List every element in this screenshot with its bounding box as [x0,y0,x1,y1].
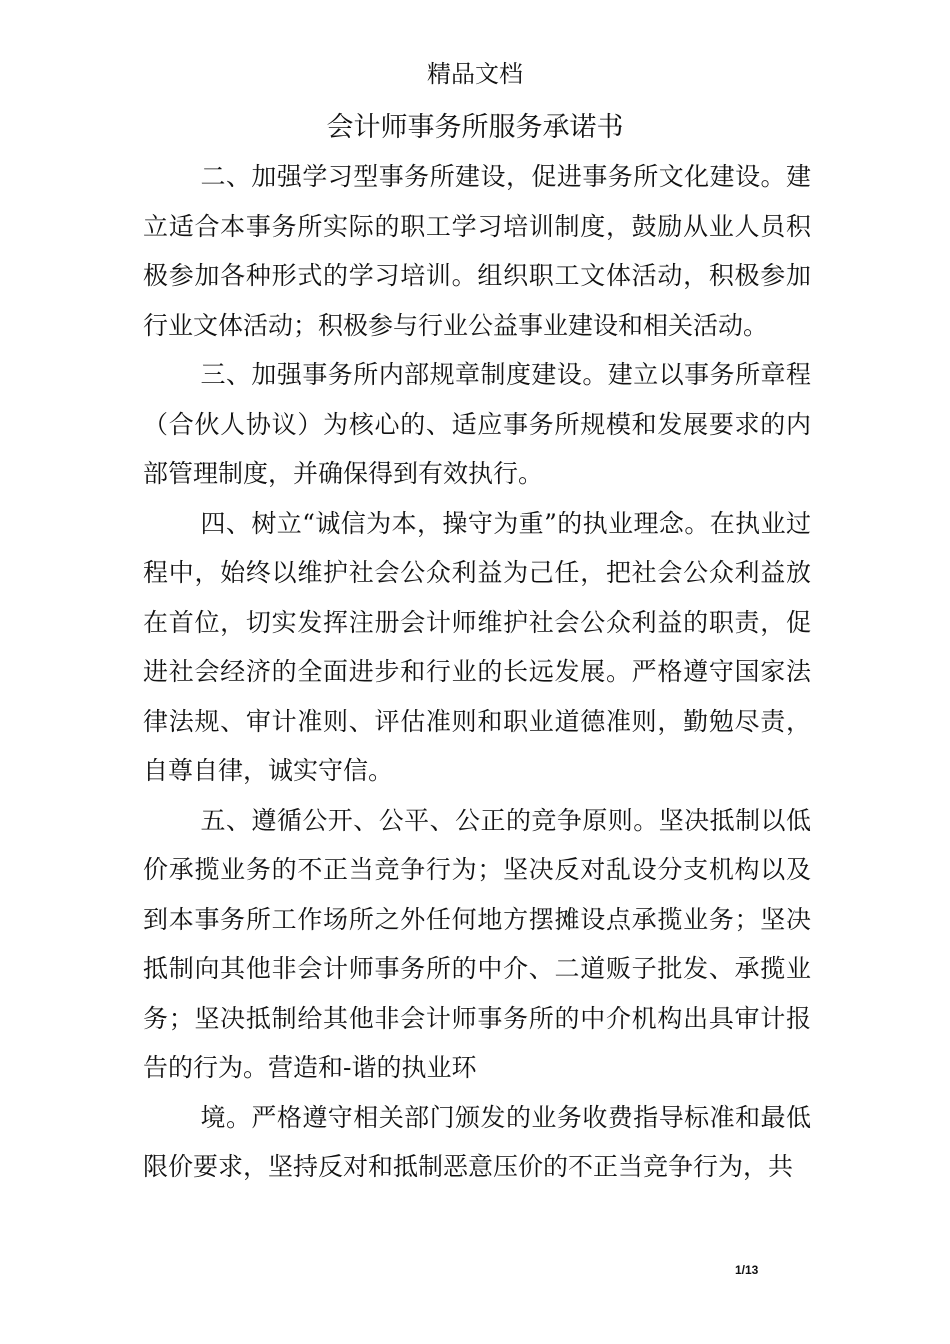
page-header: 精品文档 [427,60,523,88]
paragraph-5: 五、遵循公开、公平、公正的竞争原则。坚决抵制以低价承揽业务的不正当竞争行为；坚决反对乱设分支机构以及到本事务所工作场所之外任何地方摆摊设点承揽业务；坚决抵制向其他非会计师事务所的中介、二道贩子批发、承揽业务；坚决抵制给其他非会计师事务所的中介机构出具审计报告的行为。营造和-谐的执业环 [143,805,811,1082]
paragraph-3: 三、加强事务所内部规章制度建设。建立以事务所章程（合伙人协议）为核心的、适应事务所规模和发展要求的内部管理制度，并确保得到有效执行。 [143,360,811,488]
paragraph-2: 二、加强学习型事务所建设，促进事务所文化建设。建立适合本事务所实际的职工学习培训制度，鼓励从业人员积极参加各种形式的学习培训。组织职工文体活动，积极参加行业文体活动；积极参与行业公益事业建设和相关活动。 [143,162,811,340]
paragraph-6: 境。严格遵守相关部门颁发的业务收费指导标准和最低限价要求，坚持反对和抵制恶意压价的不正当竞争行为，共 [143,1102,811,1181]
page-number: 1/13 [735,1263,759,1277]
document-title: 会计师事务所服务承诺书 [326,112,624,143]
document-body [143,152,811,1192]
paragraph-4: 四、树立“诚信为本，操守为重”的执业理念。在执业过程中，始终以维护社会公众利益为己任，把社会公众利益放在首位，切实发挥注册会计师维护社会公众利益的职责，促进社会经济的全面进步和行业的长远发展。严格遵守国家法律法规、审计准则、评估准则和职业道德准则，勤勉尽责，自尊自律，诚实守信。 [143,508,811,785]
